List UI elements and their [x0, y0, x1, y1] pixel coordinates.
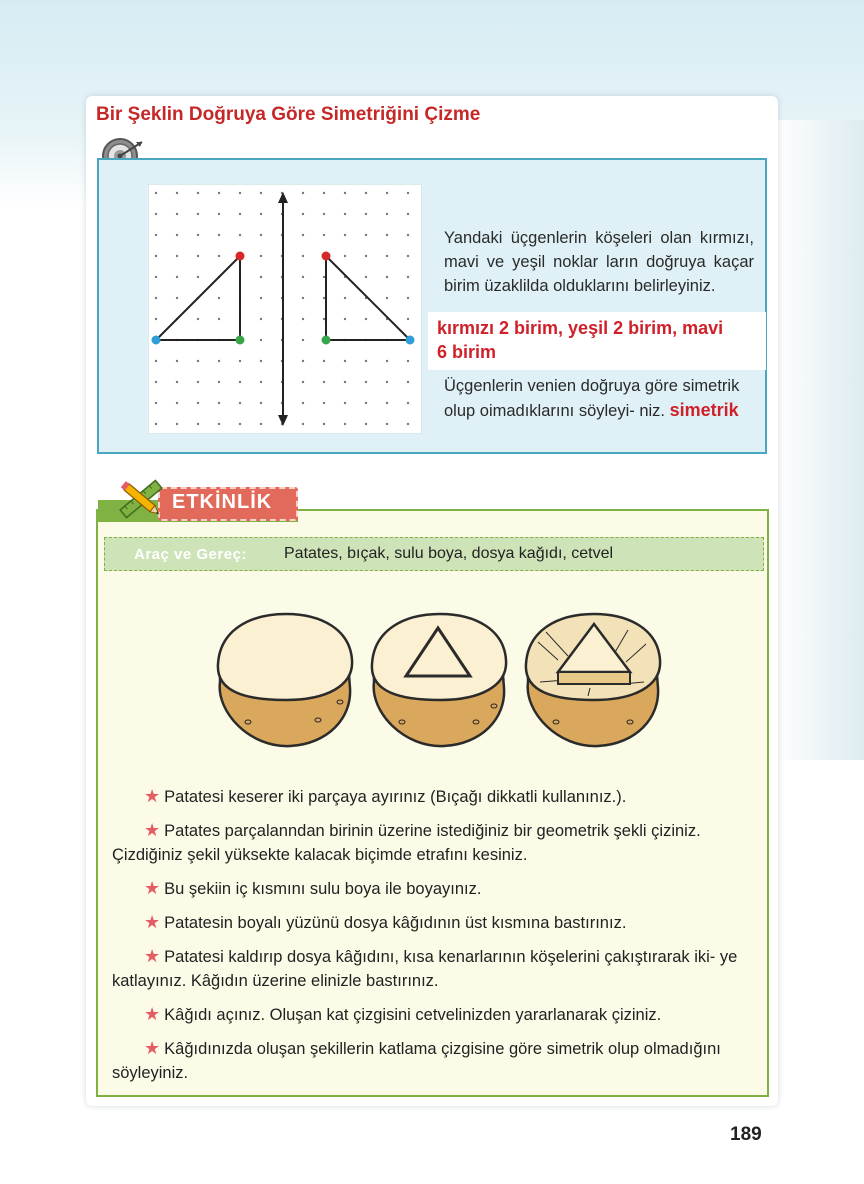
grid-dot: [365, 381, 367, 383]
grid-dot: [176, 213, 178, 215]
answer-1-line-1: kırmızı 2 birim, yeşil 2 birim, mavi: [437, 318, 724, 338]
answer-2: simetrik: [669, 400, 739, 420]
grid-dot: [176, 360, 178, 362]
star-icon: ★: [144, 1004, 161, 1024]
grid-dot: [302, 213, 304, 215]
grid-dot: [407, 423, 409, 425]
grid-dot: [260, 318, 262, 320]
grid-dot: [155, 234, 157, 236]
step-item: [112, 1036, 762, 1085]
grid-dot: [302, 318, 304, 320]
section-title: Bir Şeklin Doğruya Göre Simetriğini Çizme: [96, 104, 481, 125]
grid-dot: [197, 234, 199, 236]
grid-dot: [386, 276, 388, 278]
grid-dot: [365, 402, 367, 404]
grid-dot: [197, 213, 199, 215]
question-2-text: Üçgenlerin venien doğruya göre simetrik olup oimadıklarını söyleyi- niz.: [444, 377, 740, 420]
step-item: [112, 876, 762, 901]
grid-dot: [344, 234, 346, 236]
grid-dot: [386, 192, 388, 194]
grid-dot: [323, 423, 325, 425]
grid-dot: [365, 276, 367, 278]
page-background-side: [774, 120, 864, 760]
step-text: Patatesi keserer iki parçaya ayırınız (Bıçağı dikkatli kullanınız.).: [164, 788, 627, 806]
grid-dot: [197, 192, 199, 194]
grid-dot: [155, 213, 157, 215]
star-icon: ★: [144, 878, 161, 898]
grid-dot: [197, 423, 199, 425]
grid-dot: [365, 423, 367, 425]
grid-dot: [239, 402, 241, 404]
grid-dot: [218, 213, 220, 215]
step-text: Kâğıdı açınız. Oluşan kat çizgisini cetvelinizden yararlanarak çiziniz.: [164, 1006, 662, 1024]
grid-dot: [407, 213, 409, 215]
grid-dot: [260, 255, 262, 257]
step-item: [112, 1002, 762, 1027]
step-item: [112, 784, 762, 809]
grid-dot: [155, 255, 157, 257]
grid-dot: [197, 402, 199, 404]
grid-dot: [365, 318, 367, 320]
grid-dot: [239, 360, 241, 362]
grid-dot: [239, 192, 241, 194]
grid-dot: [323, 213, 325, 215]
grid-dot: [176, 276, 178, 278]
grid-dot: [323, 234, 325, 236]
star-icon: ★: [144, 1038, 161, 1058]
activity-label: ETKİNLİK: [172, 491, 273, 513]
grid-dot: [365, 255, 367, 257]
left-green-vertex: [236, 336, 245, 345]
answer-1: [437, 316, 767, 364]
grid-dot: [155, 423, 157, 425]
grid-dot: [176, 381, 178, 383]
grid-dot: [302, 255, 304, 257]
grid-dot: [155, 360, 157, 362]
grid-dot: [260, 423, 262, 425]
grid-dot: [344, 192, 346, 194]
grid-dot: [197, 360, 199, 362]
grid-dot: [407, 360, 409, 362]
grid-dot: [386, 381, 388, 383]
star-icon: ★: [144, 820, 161, 840]
pencil-ruler-icon: [112, 472, 170, 526]
grid-dot: [344, 213, 346, 215]
grid-dot: [302, 360, 304, 362]
grid-dot: [302, 297, 304, 299]
grid-dot: [344, 318, 346, 320]
step-text: Patatesin boyalı yüzünü dosya kâğıdının üst kısmına bastırınız.: [164, 914, 627, 932]
grid-dot: [407, 381, 409, 383]
grid-dot: [176, 234, 178, 236]
grid-dot: [407, 318, 409, 320]
grid-dot: [407, 276, 409, 278]
grid-dot: [260, 360, 262, 362]
grid-dot: [197, 255, 199, 257]
grid-dot: [386, 213, 388, 215]
grid-dot: [155, 192, 157, 194]
grid-dot: [239, 423, 241, 425]
grid-dot: [365, 213, 367, 215]
grid-dot: [344, 402, 346, 404]
star-icon: ★: [144, 912, 161, 932]
grid-dot: [260, 339, 262, 341]
grid-dot: [386, 360, 388, 362]
grid-dot: [197, 381, 199, 383]
grid-dot: [344, 381, 346, 383]
answer-1-line-2: 6 birim: [437, 342, 497, 362]
grid-dot: [218, 255, 220, 257]
grid-dot: [239, 381, 241, 383]
grid-dot: [218, 360, 220, 362]
grid-dot: [323, 276, 325, 278]
left-red-vertex: [236, 252, 245, 261]
step-item: [112, 944, 762, 993]
grid-dot: [155, 402, 157, 404]
grid-dot: [302, 423, 304, 425]
grid-dot: [260, 192, 262, 194]
grid-dot: [344, 255, 346, 257]
grid-dot: [239, 213, 241, 215]
dot-grid-figure: [148, 184, 422, 434]
right-green-vertex: [322, 336, 331, 345]
grid-dot: [260, 234, 262, 236]
grid-dot: [218, 192, 220, 194]
grid-dot: [155, 318, 157, 320]
grid-dot: [407, 255, 409, 257]
tools-value: Patates, bıçak, sulu boya, dosya kağıdı, cetvel: [284, 545, 614, 562]
grid-dot: [344, 297, 346, 299]
grid-dot: [302, 276, 304, 278]
grid-dot: [218, 318, 220, 320]
potato-image-1: [210, 602, 360, 752]
grid-dot: [386, 402, 388, 404]
grid-dot: [155, 276, 157, 278]
step-text: Bu şekiin iç kısmını sulu boya ile boyayınız.: [164, 880, 482, 898]
grid-dot: [407, 297, 409, 299]
potato-image-3: [518, 602, 668, 752]
star-icon: ★: [144, 946, 161, 966]
grid-dot: [344, 423, 346, 425]
potato-image-2: [364, 602, 514, 752]
grid-dot: [323, 402, 325, 404]
grid-dot: [323, 360, 325, 362]
grid-dot: [176, 423, 178, 425]
grid-dot: [218, 297, 220, 299]
question-2: [444, 374, 754, 423]
grid-dot: [344, 360, 346, 362]
step-text: Kâğıdınızda oluşan şekillerin katlama çizgisine göre simetrik olup olmadığını söyleyiniz.: [112, 1040, 721, 1082]
grid-dot: [176, 297, 178, 299]
grid-dot: [155, 297, 157, 299]
grid-dot: [302, 234, 304, 236]
grid-dot: [218, 234, 220, 236]
grid-dot: [365, 360, 367, 362]
grid-dot: [218, 423, 220, 425]
grid-dot: [407, 402, 409, 404]
grid-dot: [302, 192, 304, 194]
step-item: [112, 818, 762, 867]
step-item: [112, 910, 762, 935]
grid-dot: [365, 234, 367, 236]
tools-label: Araç ve Gereç:: [134, 546, 247, 563]
grid-dot: [155, 381, 157, 383]
grid-dot: [176, 255, 178, 257]
left-blue-vertex: [152, 336, 161, 345]
grid-dot: [260, 402, 262, 404]
grid-dot: [218, 381, 220, 383]
grid-dot: [260, 213, 262, 215]
grid-dot: [176, 402, 178, 404]
grid-dot: [218, 402, 220, 404]
grid-dot: [302, 339, 304, 341]
grid-dot: [386, 234, 388, 236]
grid-dot: [260, 381, 262, 383]
grid-dot: [365, 192, 367, 194]
step-text: Patates parçalanndan birinin üzerine istediğiniz bir geometrik şekli çiziniz. Çizdiğiniz şekil yüksekte kalacak biçimde etrafını kesiniz.: [112, 822, 701, 864]
grid-dot: [323, 381, 325, 383]
grid-dot: [197, 318, 199, 320]
grid-dot: [386, 423, 388, 425]
grid-dot: [260, 297, 262, 299]
right-red-vertex: [322, 252, 331, 261]
grid-dot: [323, 318, 325, 320]
grid-dot: [323, 192, 325, 194]
grid-dot: [260, 276, 262, 278]
right-blue-vertex: [406, 336, 415, 345]
grid-dot: [302, 402, 304, 404]
step-text: Patatesi kaldırıp dosya kâğıdını, kısa kenarlarının köşelerini çakıştırarak iki- ye katlayınız. Kâğıdın üzerine elinizle bastırınız.: [112, 948, 738, 990]
grid-dot: [302, 381, 304, 383]
grid-dot: [386, 255, 388, 257]
grid-dot: [176, 192, 178, 194]
grid-dot: [197, 276, 199, 278]
grid-dot: [239, 234, 241, 236]
activity-steps: [112, 784, 762, 1094]
page-number: 189: [730, 1124, 762, 1145]
grid-dot: [323, 297, 325, 299]
grid-dot: [386, 297, 388, 299]
grid-dot: [407, 192, 409, 194]
star-icon: ★: [144, 786, 161, 806]
grid-dot: [407, 234, 409, 236]
question-1: Yandaki üçgenlerin köşeleri olan kırmızı, mavi ve yeşil noklar ların doğruya kaçar birim üzaklilda olduklarını belirleyiniz.: [444, 229, 754, 295]
